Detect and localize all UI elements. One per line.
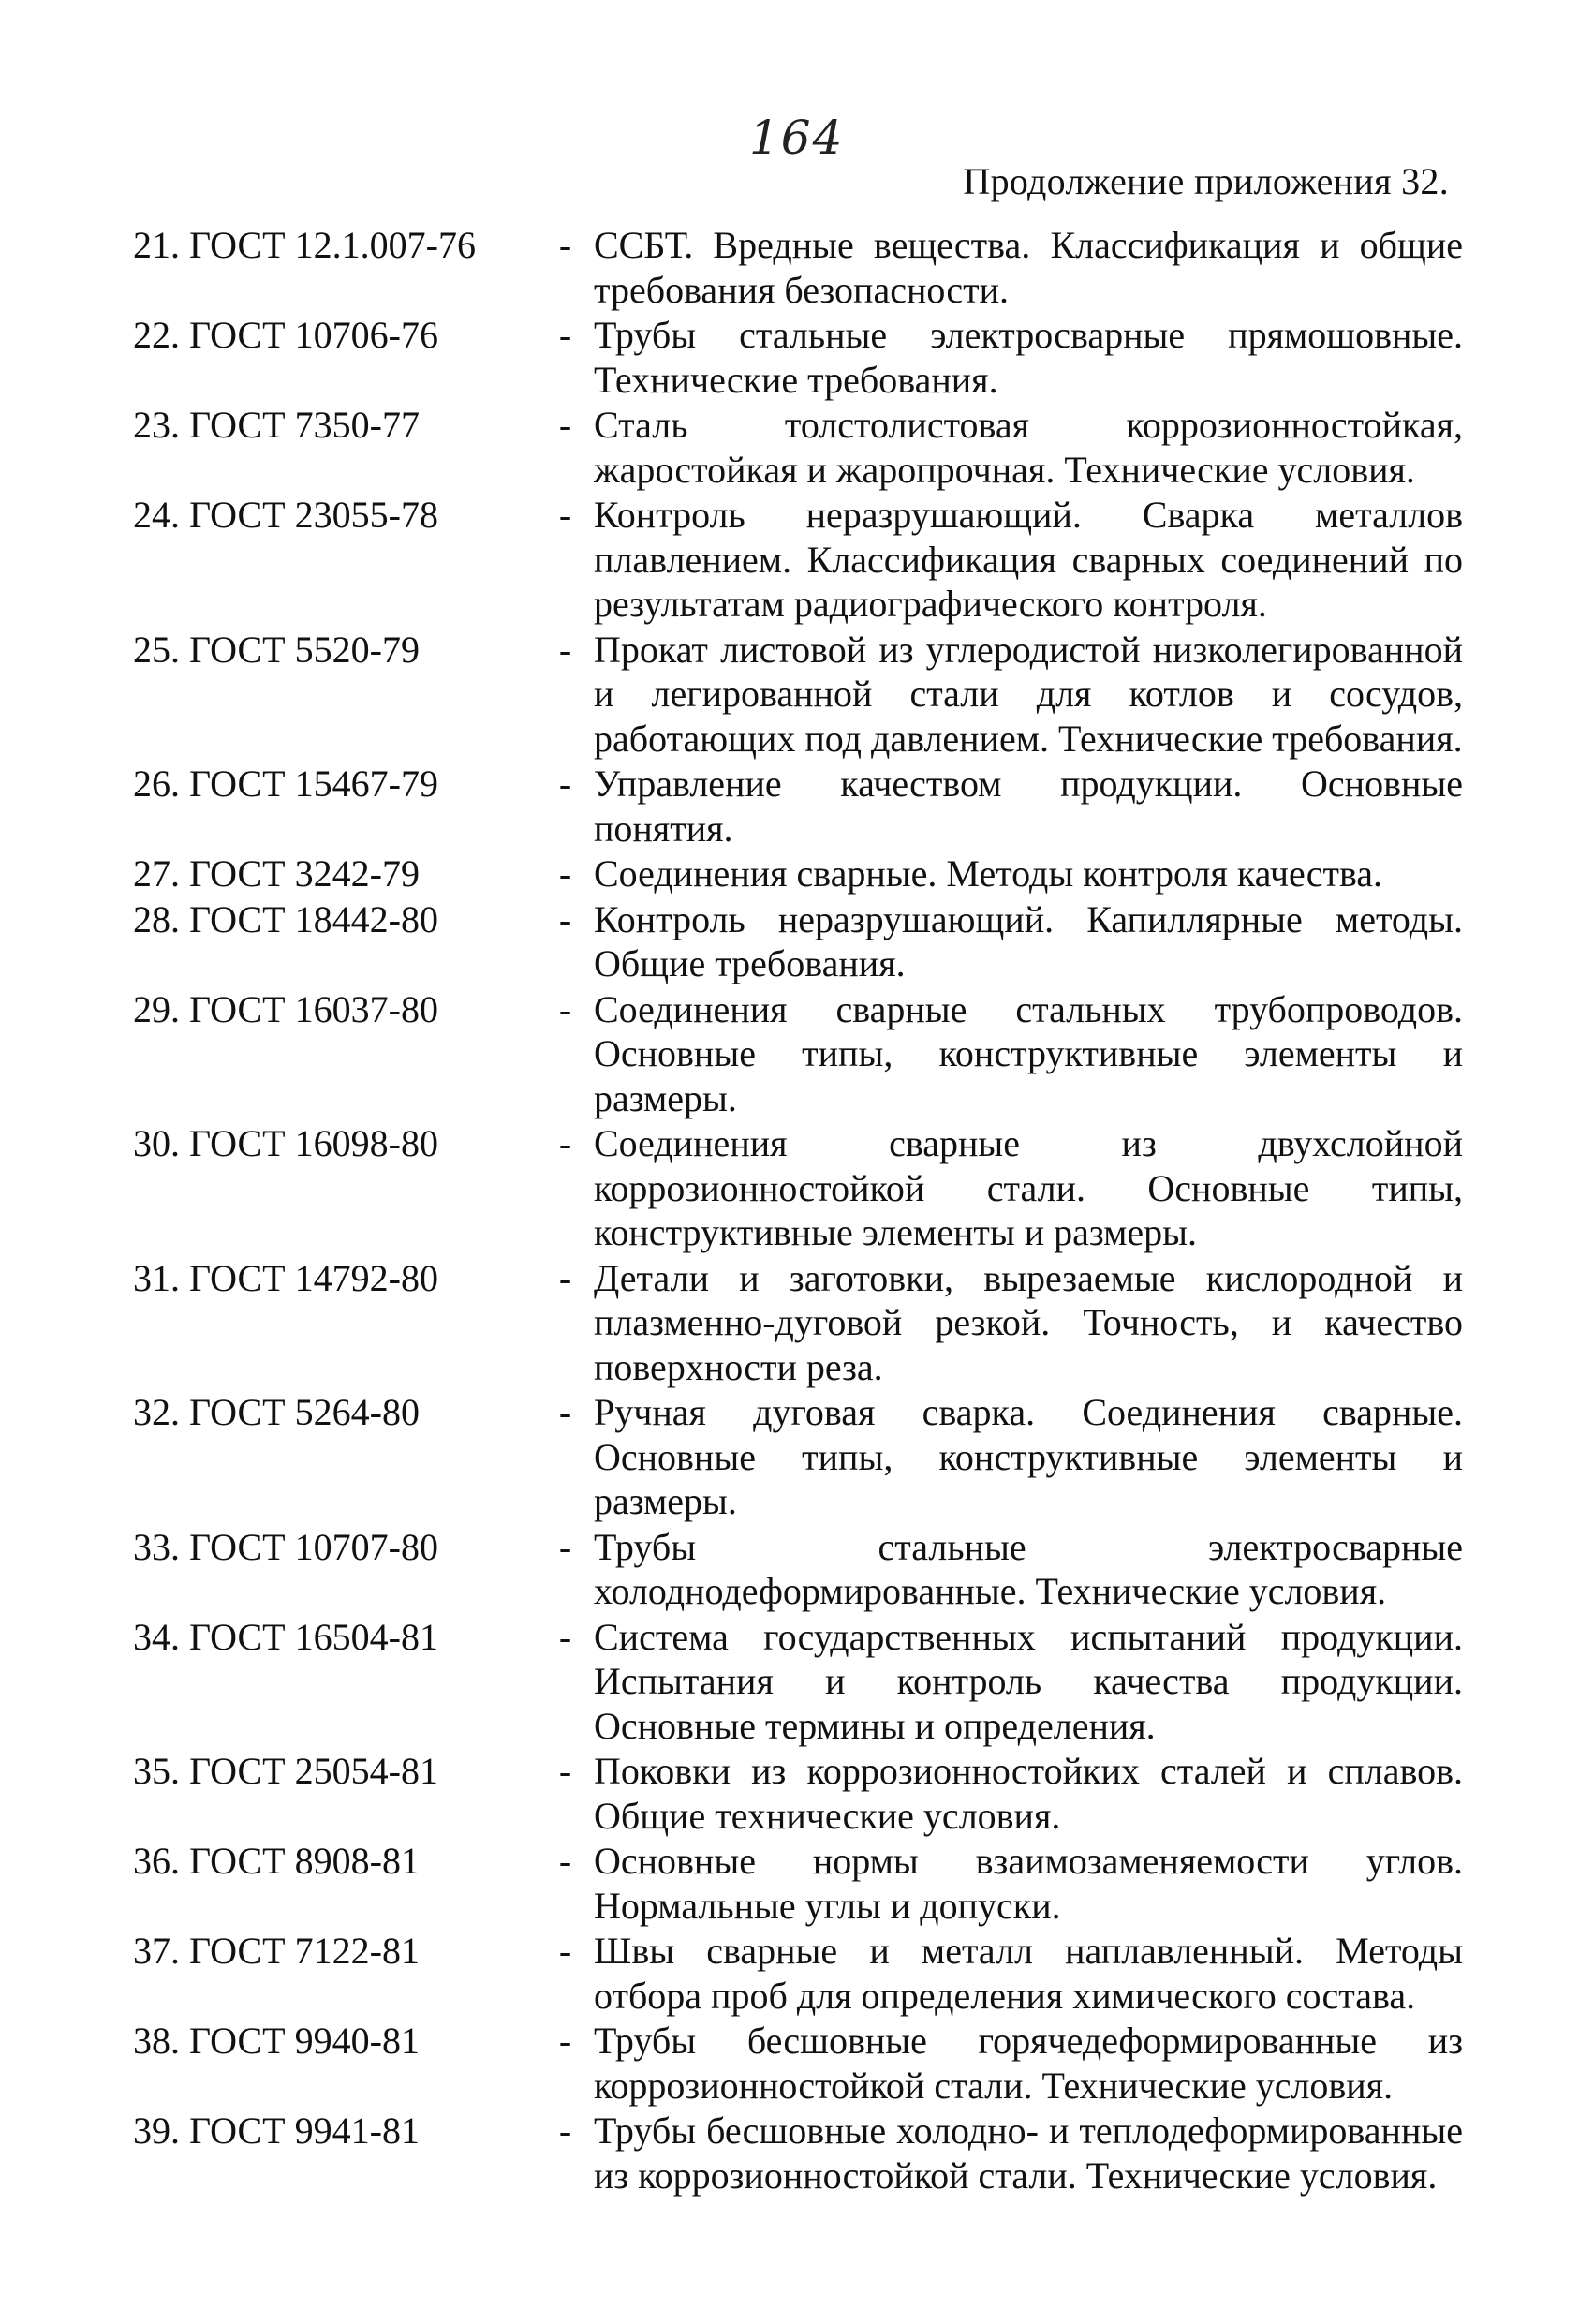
list-item (133, 313, 1463, 402)
separator-dash: - (558, 852, 572, 895)
standard-title: Контроль неразрушающий. Капиллярные методы. Общие требования. (594, 897, 1463, 984)
standard-title: Ручная дуговая сварка. Соединения сварные. Основные типы, конструктивные элементы и размеры. (594, 1391, 1463, 1522)
separator-dash: - (558, 1391, 572, 1433)
separator-dash: - (558, 1122, 572, 1164)
list-item (133, 1929, 1463, 2018)
page-number: 164 (749, 111, 845, 165)
standard-code: 38. ГОСТ 9940-81 (133, 2020, 420, 2062)
standard-code: 23. ГОСТ 7350-77 (133, 404, 420, 446)
list-item (133, 1839, 1463, 1928)
standard-title: ССБТ. Вредные вещества. Классификация и общие требования безопасности. (594, 224, 1463, 311)
standard-code: 37. ГОСТ 7122-81 (133, 1930, 420, 1972)
separator-dash: - (558, 1525, 572, 1568)
separator-dash: - (558, 1750, 572, 1792)
standard-title: Сталь толстолистовая коррозионностойкая, жаростойкая и жаропрочная. Технические условия. (594, 404, 1463, 491)
standard-code: 34. ГОСТ 16504-81 (133, 1615, 438, 1658)
separator-dash: - (558, 224, 572, 266)
list-item (133, 1256, 1463, 1390)
list-item (133, 2019, 1463, 2108)
standard-title: Основные нормы взаимозаменяемости углов. Нормальные углы и допуски. (594, 1840, 1463, 1927)
separator-dash: - (558, 314, 572, 356)
standard-code: 22. ГОСТ 10706-76 (133, 314, 438, 356)
separator-dash: - (558, 2020, 572, 2062)
standard-title: Управление качеством продукции. Основные понятия. (594, 762, 1463, 850)
list-item (133, 987, 1463, 1121)
standard-title: Трубы стальные электросварные холоднодеформированные. Технические условия. (594, 1525, 1463, 1612)
standard-code: 33. ГОСТ 10707-80 (133, 1525, 438, 1568)
standard-title: Соединения сварные. Методы контроля качества. (594, 852, 1383, 895)
standard-code: 36. ГОСТ 8908-81 (133, 1840, 420, 1882)
list-item (133, 1615, 1463, 1749)
standard-code: 25. ГОСТ 5520-79 (133, 628, 420, 671)
standard-title: Швы сварные и металл наплавленный. Методы отбора проб для определения химического состава. (594, 1930, 1463, 2017)
list-item (133, 2109, 1463, 2198)
standard-code: 39. ГОСТ 9941-81 (133, 2109, 420, 2152)
separator-dash: - (558, 494, 572, 536)
standard-code: 24. ГОСТ 23055-78 (133, 494, 438, 536)
standard-title: Поковки из коррозионностойких сталей и сплавов. Общие технические условия. (594, 1750, 1463, 1837)
list-item (133, 1525, 1463, 1614)
separator-dash: - (558, 404, 572, 446)
standard-title: Соединения сварные стальных трубопроводов. Основные типы, конструктивные элементы и размеры. (594, 987, 1463, 1119)
standard-code: 21. ГОСТ 12.1.007-76 (133, 224, 476, 266)
standard-title: Трубы бесшовные горячедеформированные из коррозионностойкой стали. Технические условия. (594, 2020, 1463, 2107)
standard-code: 35. ГОСТ 25054-81 (133, 1750, 438, 1792)
list-item (133, 1121, 1463, 1255)
list-item (133, 762, 1463, 851)
separator-dash: - (558, 1615, 572, 1658)
list-item (133, 851, 1463, 896)
separator-dash: - (558, 2109, 572, 2152)
list-item (133, 493, 1463, 627)
list-item (133, 897, 1463, 986)
standard-title: Контроль неразрушающий. Сварка металлов плавлением. Классификация сварных соединений по результатам радиографического контроля. (594, 494, 1463, 625)
standard-title: Трубы стальные электросварные прямошовные. Технические требования. (594, 314, 1463, 401)
standard-code: 32. ГОСТ 5264-80 (133, 1391, 420, 1433)
standard-code: 28. ГОСТ 18442-80 (133, 897, 438, 940)
separator-dash: - (558, 1840, 572, 1882)
standard-title: Детали и заготовки, вырезаемые кислородной и плазменно-дуговой резкой. Точность, и качество поверхности реза. (594, 1256, 1463, 1388)
standard-title: Система государственных испытаний продукции. Испытания и контроль качества продукции. Основные термины и определения. (594, 1615, 1463, 1747)
separator-dash: - (558, 987, 572, 1030)
standards-list (133, 223, 1463, 2198)
continuation-heading: Продолжение приложения 32. (963, 160, 1449, 202)
standard-code: 29. ГОСТ 16037-80 (133, 987, 438, 1030)
standard-title: Трубы бесшовные холодно- и теплодеформированные из коррозионностойкой стали. Технические условия. (594, 2109, 1463, 2197)
list-item (133, 1749, 1463, 1838)
standard-code: 26. ГОСТ 15467-79 (133, 762, 438, 805)
standard-code: 30. ГОСТ 16098-80 (133, 1122, 438, 1164)
standard-title: Соединения сварные из двухслойной коррозионностойкой стали. Основные типы, конструктивные элементы и размеры. (594, 1122, 1463, 1253)
separator-dash: - (558, 897, 572, 940)
list-item (133, 403, 1463, 492)
separator-dash: - (558, 628, 572, 671)
standard-code: 27. ГОСТ 3242-79 (133, 852, 420, 895)
standard-code: 31. ГОСТ 14792-80 (133, 1256, 438, 1299)
separator-dash: - (558, 762, 572, 805)
list-item (133, 628, 1463, 762)
standard-title: Прокат листовой из углеродистой низколегированной и легированной стали для котлов и сосудов, работающих под давлением. Технические требования. (594, 628, 1463, 760)
separator-dash: - (558, 1930, 572, 1972)
list-item (133, 223, 1463, 312)
list-item (133, 1390, 1463, 1524)
separator-dash: - (558, 1256, 572, 1299)
